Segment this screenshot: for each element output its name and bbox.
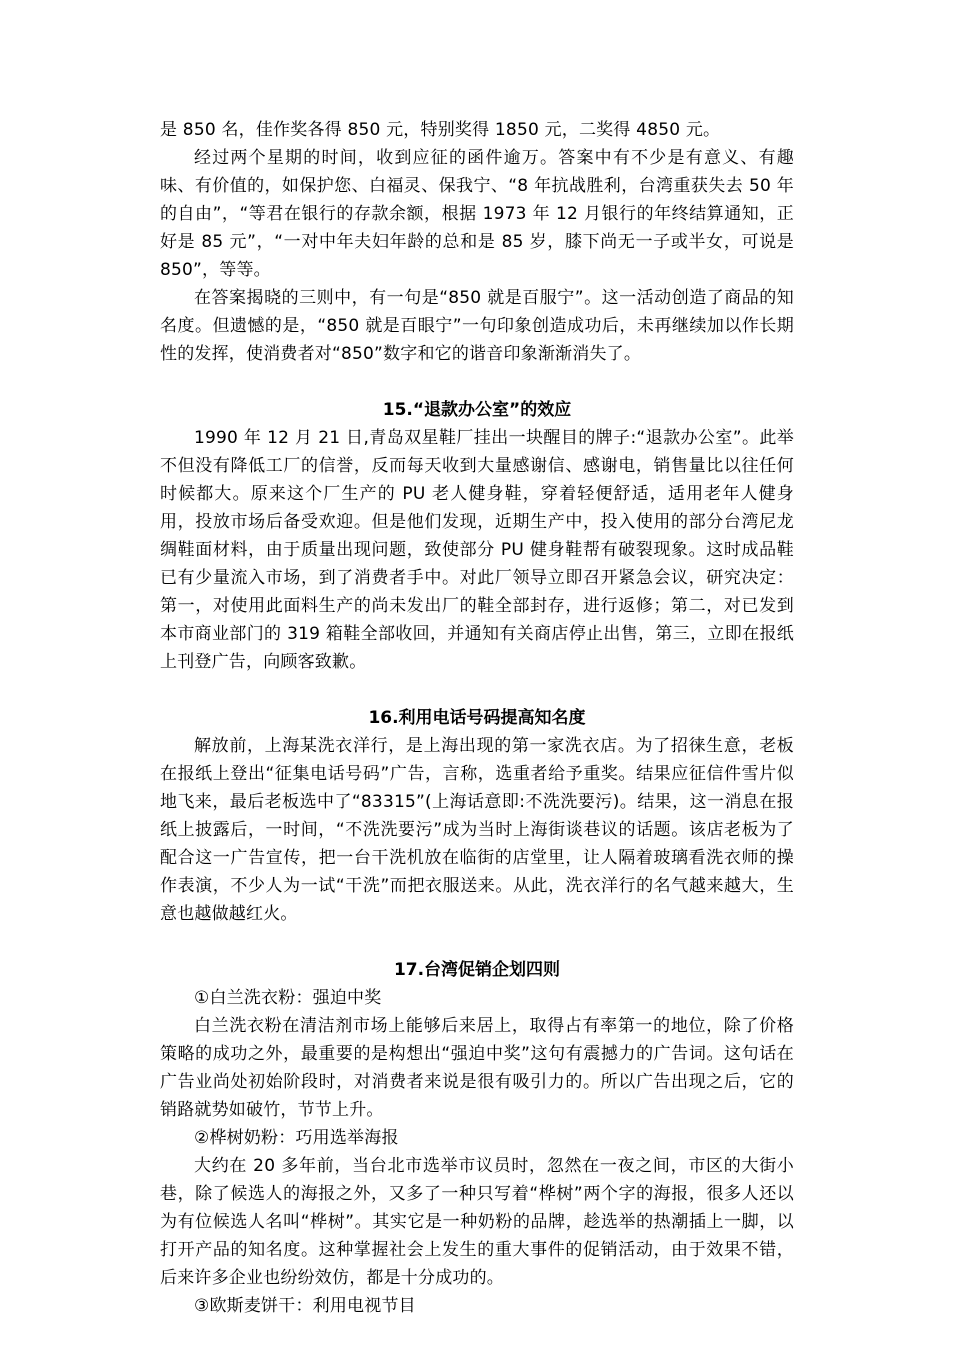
spacer <box>160 676 794 704</box>
intro-paragraph-1: 是 850 名，佳作奖各得 850 元，特别奖得 1850 元，二奖得 4850 元。 <box>160 120 721 140</box>
section-17-paragraph-1: 白兰洗衣粉在清洁剂市场上能够后来居上，取得占有率第一的地位，除了价格策略的成功之外，最重要的是构想出“强迫中奖”这句有震撼力的广告词。这句话在广告业尚处初始阶段时，对消费者来说是很有吸引力的。所以广告出现之后，它的销路就势如破竹，节节上升。 <box>160 1016 794 1120</box>
section-17-paragraph-2: 大约在 20 多年前，当台北市选举市议员时，忽然在一夜之间，市区的大街小巷，除了候选人的海报之外，又多了一种只写着“桦树”两个字的海报，很多人还以为有位候选人名叫“桦树”。其实它是一种奶粉的品牌，趁选举的热潮插上一脚，以打开产品的知名度。这种掌握社会上发生的重大事件的促销活动，由于效果不错，后来许多企业也纷纷效仿，都是十分成功的。 <box>160 1156 794 1288</box>
spacer <box>160 928 794 956</box>
intro-paragraph-3: 在答案揭晓的三则中，有一句是“850 就是百服宁”。这一活动创造了商品的知名度。但遗憾的是，“850 就是百眼宁”一句印象创造成功后，未再继续加以作长期性的发挥，使消费者对“850”数字和它的谐音印象渐渐消失了。 <box>160 288 794 364</box>
section-17-subheading-2: ②桦树奶粉：巧用选举海报 <box>194 1128 399 1148</box>
section-17-title: 17.台湾促销企划四则 <box>393 960 561 980</box>
section-16-title: 16.利用电话号码提高知名度 <box>368 708 586 728</box>
document-page <box>160 116 794 1320</box>
section-16-paragraph: 解放前，上海某洗衣洋行，是上海出现的第一家洗衣店。为了招徕生意，老板在报纸上登出“征集电话号码”广告，言称，选重者给予重奖。结果应征信件雪片似地飞来，最后老板选中了“83315”(上海话意即:不洗洗要污)。结果，这一消息在报纸上披露后，一时间，“不洗洗要污”成为当时上海街谈巷议的话题。该店老板为了配合这一广告宣传，把一台干洗机放在临街的店堂里，让人隔着玻璃看洗衣师的操作表演，不少人为一试“干洗”而把衣服送来。从此，洗衣洋行的名气越来越大，生意也越做越红火。 <box>160 736 794 924</box>
section-17-subheading-1: ①白兰洗衣粉：强迫中奖 <box>194 988 382 1008</box>
spacer <box>160 368 794 396</box>
section-15-title: 15.“退款办公室”的效应 <box>382 400 572 420</box>
intro-paragraph-2: 经过两个星期的时间，收到应征的函件逾万。答案中有不少是有意义、有趣味、有价值的，如保护您、白福灵、保我宁、“8 年抗战胜利，台湾重获失去 50 年的自由”，“等君在银行的存款余额，根据 1973 年 12 月银行的年终结算通知，正好是 85 元”，“一对中年夫妇年龄的总和是 85 岁，膝下尚无一子或半女，可说是 850”，等等。 <box>160 148 794 280</box>
section-17-subheading-3: ③欧斯麦饼干：利用电视节目 <box>194 1296 416 1316</box>
section-15-paragraph: 1990 年 12 月 21 日,青岛双星鞋厂挂出一块醒目的牌子:“退款办公室”。此举不但没有降低工厂的信誉，反而每天收到大量感谢信、感谢电，销售量比以往任何时候都大。原来这个厂生产的 PU 老人健身鞋，穿着轻便舒适，适用老年人健身用，投放市场后备受欢迎。但是他们发现，近期生产中，投入使用的部分台湾尼龙绸鞋面材料，由于质量出现问题，致使部分 PU 健身鞋帮有破裂现象。这时成品鞋已有少量流入市场，到了消费者手中。对此厂领导立即召开紧急会议，研究决定：第一，对使用此面料生产的尚未发出厂的鞋全部封存，进行返修；第二，对已发到本市商业部门的 319 箱鞋全部收回，并通知有关商店停止出售，第三，立即在报纸上刊登广告，向顾客致歉。 <box>160 428 794 672</box>
